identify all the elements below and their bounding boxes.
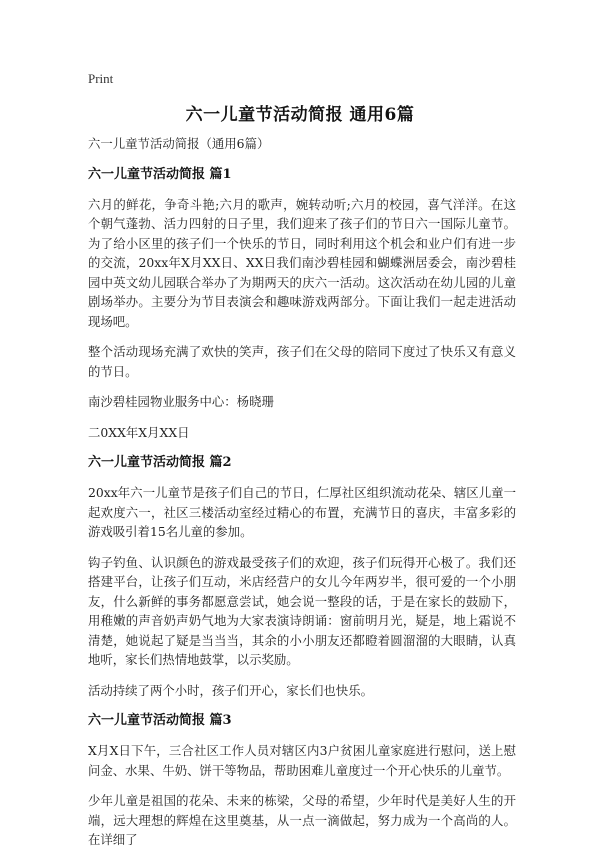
paragraph: 20xx年六一儿童节是孩子们自己的节日，仁厚社区组织流动花朵、辖区儿童一起欢度六一，社区三楼活动室经过精心的布置，充满节日的喜庆，丰富多彩的游戏吸引着15名儿童的参加。	[88, 485, 516, 539]
section-heading: 六一儿童节活动简报 篇1	[88, 166, 232, 182]
section-heading: 六一儿童节活动简报 篇2	[88, 455, 232, 470]
paragraph-signature: 南沙碧桂园物业服务中心：杨晓珊	[88, 394, 274, 409]
print-label[interactable]: Print	[88, 71, 114, 86]
paragraph: X月X日下午，三合社区工作人员对辖区内3户贫困儿童家庭进行慰问，送上慰问金、水果、牛奶、饼干等物品，帮助困难儿童度过一个开心快乐的儿童节。	[88, 743, 516, 778]
document-subtitle: 六一儿童节活动简报（通用6篇）	[88, 136, 270, 151]
section-heading: 六一儿童节活动简报 篇3	[88, 713, 232, 728]
paragraph-date: 二0XX年X月XX日	[88, 424, 190, 440]
paragraph: 整个活动现场充满了欢快的笑声，孩子们在父母的陪同下度过了快乐又有意义的节日。	[88, 344, 516, 379]
paragraph: 活动持续了两个小时，孩子们开心，家长们也快乐。	[88, 682, 373, 698]
document-body	[88, 134, 516, 861]
paragraph: 钩子钓鱼、认识颜色的游戏最受孩子们的欢迎，孩子们玩得开心极了。我们还搭建平台，让孩子们互动，米店经营户的女儿今年两岁半，很可爱的一个小朋友，什么新鲜的事务都愿意尝试，她会说一整段的话，于是在家长的鼓励下，用稚嫩的声音奶声奶气地为大家表演诗朗诵：窗前明月光，疑是，地上霜说不清楚，她说起了疑是当当当，其余的小小朋友还都瞪着圆溜溜的大眼睛，认真地听，家长们热情地鼓掌，以示奖励。	[88, 554, 516, 667]
paragraph: 少年儿童是祖国的花朵、未来的栋梁，父母的希望，少年时代是美好人生的开端，远大理想的辉煌在这里奠基，从一点一滴做起，努力成为一个高尚的人。在详细了	[88, 793, 516, 847]
document-title: 六一儿童节活动简报 通用6篇	[185, 105, 415, 125]
paragraph: 六月的鲜花，争奇斗艳;六月的歌声，婉转动听;六月的校园，喜气洋洋。在这个朝气蓬勃、活力四射的日子里，我们迎来了孩子们的节日六一国际儿童节。为了给小区里的孩子们一个快乐的节日，同时利用这个机会和业户们有进一步的交流，20xx年X月XX日、XX日我们南沙碧桂园和蝴蝶洲居委会，南沙碧桂园中英文幼儿园联合举办了为期两天的庆六一活动。这次活动在幼儿园的儿童剧场举办。主要分为节目表演会和趣味游戏两部分。下面让我们一起走进活动现场吧。	[88, 196, 516, 329]
